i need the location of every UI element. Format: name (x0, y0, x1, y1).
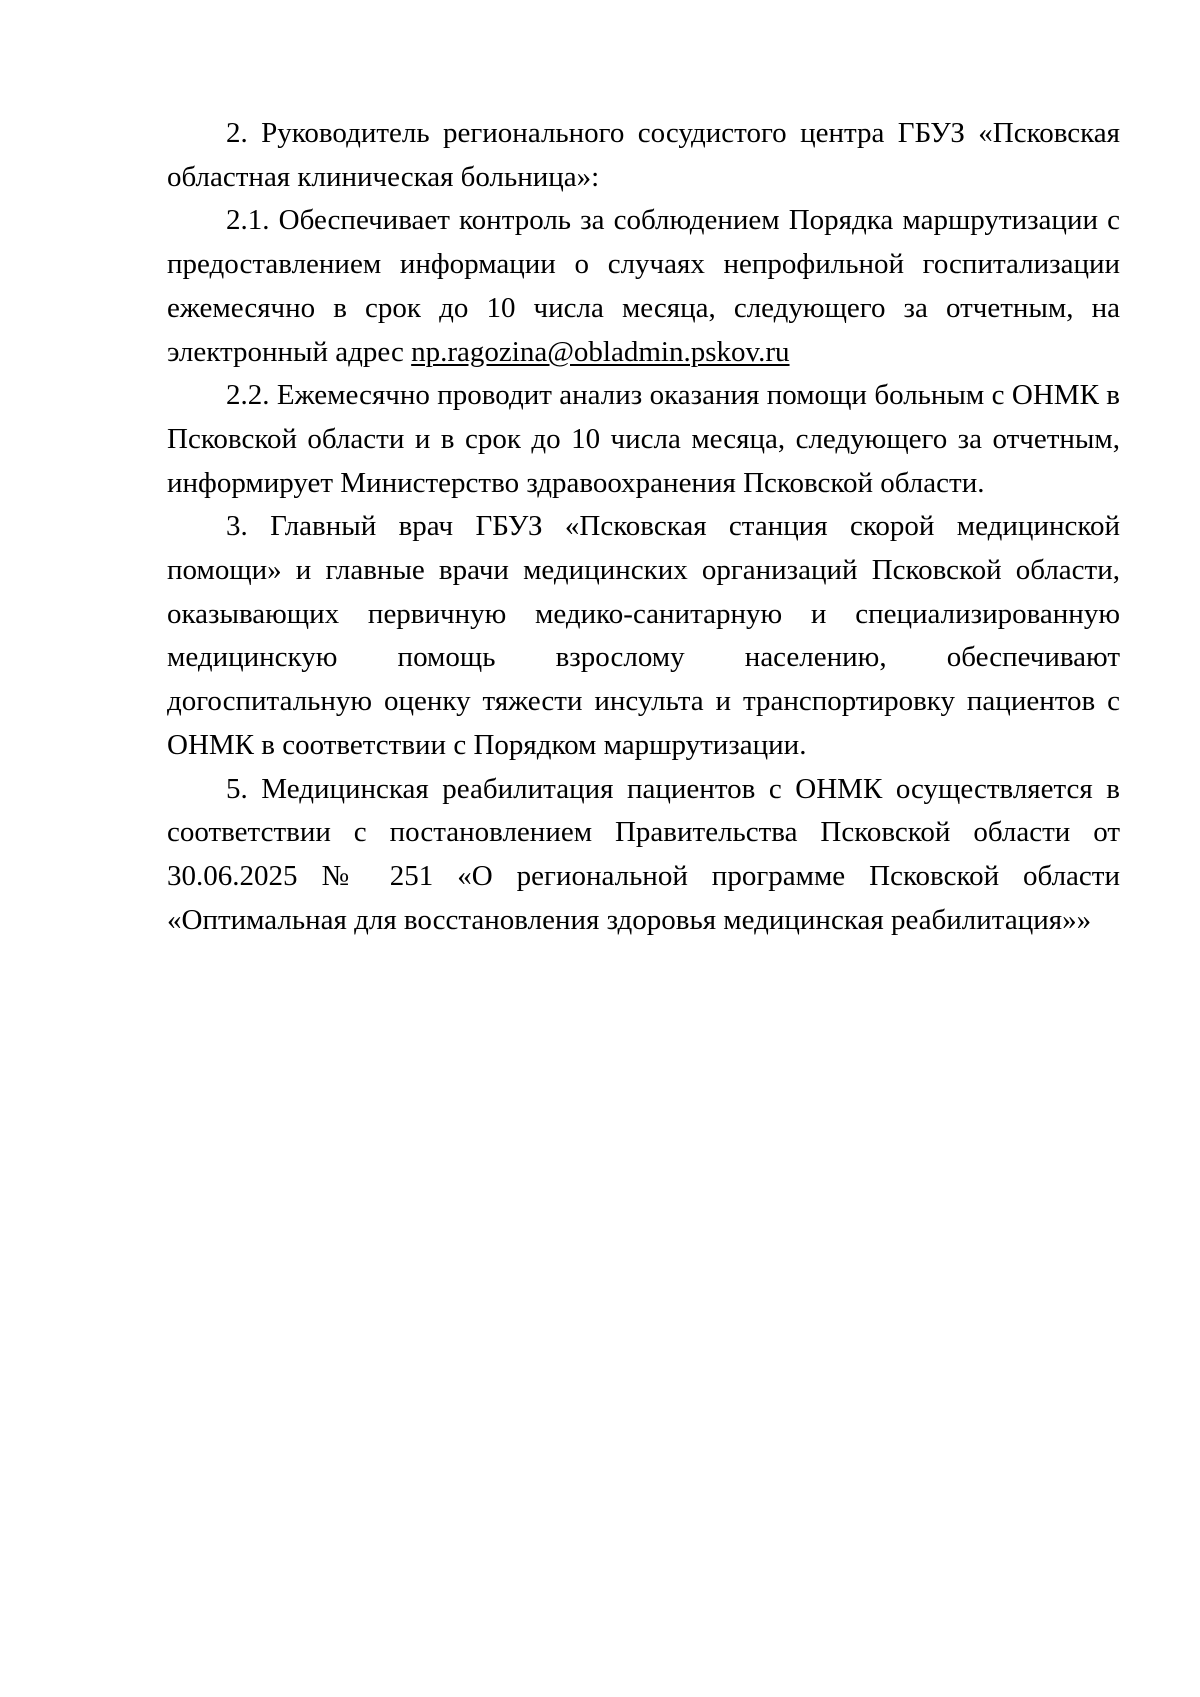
paragraph-2: 2. Руководитель регионального сосудистого центра ГБУЗ «Псковская областная клиническая больница»: (167, 117, 1120, 193)
paragraph-3: 3. Главный врач ГБУЗ «Псковская станция скорой медицинской помощи» и главные врачи медицинских организаций Псковской области, оказывающих первичную медико-санитарную и специализированную медицинскую помощь взрослому населению, обеспечивают догоспитальную оценку тяжести инсульта и транспортировку пациентов с ОНМК в соответствии с Порядком маршрутизации. (167, 510, 1120, 761)
paragraph-5: 5. Медицинская реабилитация пациентов с ОНМК осуществляется в соответствии с постановлением Правительства Псковской области от 30.06.2025 № 251 «О региональной программе Псковской области «Оптимальная для восстановления здоровья медицинская реабилитация»» (167, 772, 1120, 936)
paragraph-2-1-text: 2.1. Обеспечивает контроль за соблюдением Порядка маршрутизации с предоставлением информации о случаях непрофильной госпитализации ежемесячно в срок до 10 числа месяца, следующего за отчетным, на электронный адрес (167, 204, 1120, 368)
paragraph-2-2: 2.2. Ежемесячно проводит анализ оказания помощи больным с ОНМК в Псковской области и в срок до 10 числа месяца, следующего за отчетным, информирует Министерство здравоохранения Псковской области. (167, 379, 1120, 499)
paragraph-2-1 (167, 199, 1120, 374)
email-link[interactable]: np.ragozina@obladmin.pskov.ru (411, 335, 790, 368)
document-page (167, 112, 1120, 942)
